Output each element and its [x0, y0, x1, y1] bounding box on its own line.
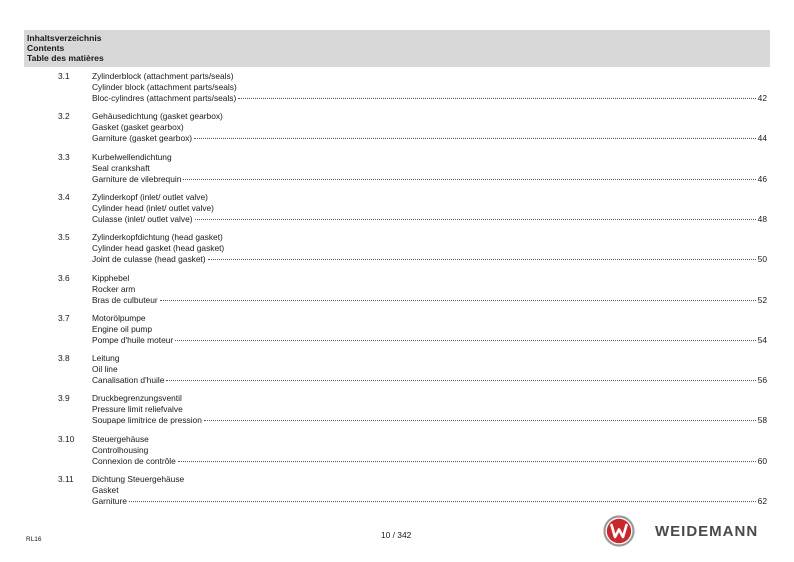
toc-entry-number: 3.9 [58, 393, 70, 404]
toc-entry-title-fr: Garniture (gasket gearbox) [92, 133, 193, 144]
toc-entry-title-de: Gehäusedichtung (gasket gearbox) [92, 111, 223, 122]
toc-entry-page-number[interactable]: 52 [757, 294, 767, 305]
toc-entry[interactable] [0, 71, 794, 104]
toc-entry-title-en: Oil line [92, 364, 118, 375]
toc-entry-title-en: Rocker arm [92, 283, 136, 294]
toc-entry-title-de: Druckbegrenzungsventil [92, 393, 182, 404]
toc-title-de: Inhaltsverzeichnis [27, 33, 102, 43]
toc-entry-title-en: Gasket [92, 485, 119, 495]
toc-entry-page-number[interactable]: 42 [757, 93, 767, 103]
toc-entry-title-en: Gasket (gasket gearbox) [92, 122, 184, 133]
toc-entry-title-fr-row [92, 174, 767, 185]
toc-entry-page-number[interactable]: 44 [757, 133, 767, 144]
toc-entry-title-en: Engine oil pump [92, 323, 153, 334]
toc-entry-page-number[interactable]: 58 [757, 415, 767, 426]
toc-entry-number: 3.8 [58, 353, 70, 364]
toc-entry-number: 3.2 [58, 111, 70, 122]
toc-entry-number: 3.10 [58, 433, 75, 444]
document-code: RL16 [26, 536, 42, 543]
toc-entry-title-fr: Garniture [92, 496, 127, 506]
toc-entry[interactable] [0, 393, 794, 426]
dot-leader [178, 460, 756, 462]
toc-entry-page-number[interactable]: 50 [757, 254, 767, 265]
toc-entry-title-fr: Pompe d'huile moteur [92, 334, 174, 345]
toc-entry-title-en: Controlhousing [92, 444, 149, 455]
toc-entry-title-fr: Joint de culasse (head gasket) [92, 254, 206, 265]
toc-entry-title-fr-row [92, 93, 767, 104]
dot-leader [204, 419, 756, 421]
dot-leader [175, 339, 755, 341]
dot-leader [194, 137, 756, 139]
dot-leader [238, 97, 755, 99]
toc-entry-title-de: Leitung [92, 353, 120, 364]
toc-entry-title-fr-row [92, 456, 767, 467]
toc-entry-title-de: Zylinderkopfdichtung (head gasket) [92, 232, 223, 243]
toc-entry-page-number[interactable]: 60 [757, 455, 767, 466]
toc-entry-page-number[interactable]: 48 [757, 213, 767, 224]
toc-entry-title-fr: Connexion de contrôle [92, 455, 176, 466]
toc-entry-page-number[interactable]: 62 [757, 496, 767, 506]
toc-entry-page-number[interactable]: 54 [757, 334, 767, 345]
toc-entry-title-en: Cylinder head gasket (head gasket) [92, 243, 225, 254]
dot-leader [166, 379, 755, 381]
dot-leader [160, 299, 756, 301]
dot-leader [183, 178, 755, 180]
toc-entry[interactable] [0, 434, 794, 467]
dot-leader [129, 500, 756, 502]
toc-entry-title-en: Pressure limit reliefvalve [92, 404, 183, 415]
toc-entry-number: 3.6 [58, 272, 70, 283]
toc-title-fr: Table des matières [27, 53, 104, 63]
toc-entry-title-en: Seal crankshaft [92, 162, 150, 173]
toc-title-en: Contents [27, 43, 65, 53]
toc-header [24, 30, 770, 67]
toc-entry-title-de: Zylinderkopf (inlet/ outlet valve) [92, 191, 208, 202]
toc-entry-title-fr: Culasse (inlet/ outlet valve) [92, 213, 193, 224]
dot-leader [208, 258, 756, 260]
toc-entry-title-fr: Garniture de vilebrequin [92, 173, 182, 184]
toc-entry[interactable] [0, 192, 794, 225]
toc-entry-title-fr: Canalisation d'huile [92, 375, 165, 386]
toc-entry-title-fr: Bloc-cylindres (attachment parts/seals) [92, 93, 237, 103]
toc-entry[interactable] [0, 313, 794, 346]
toc-entry-title-de: Zylinderblock (attachment parts/seals) [92, 71, 234, 81]
toc-entry[interactable] [0, 152, 794, 185]
toc-entry-number: 3.11 [58, 474, 74, 484]
toc-entry[interactable] [0, 232, 794, 265]
toc-entry[interactable] [0, 474, 794, 507]
toc-entry[interactable] [0, 273, 794, 306]
toc-entry-title-fr: Soupape limitrice de pression [92, 415, 202, 426]
toc-entry[interactable] [0, 111, 794, 144]
toc-entry-number: 3.4 [58, 191, 70, 202]
toc-entry-title-fr: Bras de culbuteur [92, 294, 158, 305]
toc-entry-title-de: Steuergehäuse [92, 433, 149, 444]
toc-entry-title-fr-row [92, 335, 767, 346]
toc-entry-title-de: Kurbelwellendichtung [92, 151, 172, 162]
brand-name: WEIDEMANN [655, 523, 759, 540]
toc-entry-page-number[interactable]: 56 [757, 375, 767, 386]
toc-entry-title-en: Cylinder head (inlet/ outlet valve) [92, 202, 214, 213]
toc-entry-title-de: Kipphebel [92, 272, 130, 283]
dot-leader [195, 218, 756, 220]
toc-entry-number: 3.3 [58, 151, 70, 162]
page-indicator: 10 / 342 [381, 530, 412, 540]
toc-entry-title-fr-row [92, 415, 767, 426]
toc-entry-title-fr-row [92, 133, 767, 144]
toc-entry-title-fr-row [92, 375, 767, 386]
toc-entry-title-de: Dichtung Steuergehäuse [92, 474, 185, 484]
toc-entry-title-fr-row [92, 496, 767, 507]
toc-entry-title-de: Motorölpumpe [92, 312, 146, 323]
toc-entry-title-fr-row [92, 295, 767, 306]
toc-entry-number: 3.1 [58, 71, 70, 81]
toc-entry-title-en: Cylinder block (attachment parts/seals) [92, 82, 237, 92]
toc-entry-number: 3.5 [58, 232, 70, 243]
weidemann-w-logo-icon [603, 515, 635, 547]
toc-entry[interactable] [0, 353, 794, 386]
toc-entry-number: 3.7 [58, 312, 70, 323]
toc-entry-page-number[interactable]: 46 [757, 173, 767, 184]
toc-entry-title-fr-row [92, 254, 767, 265]
toc-entry-title-fr-row [92, 214, 767, 225]
